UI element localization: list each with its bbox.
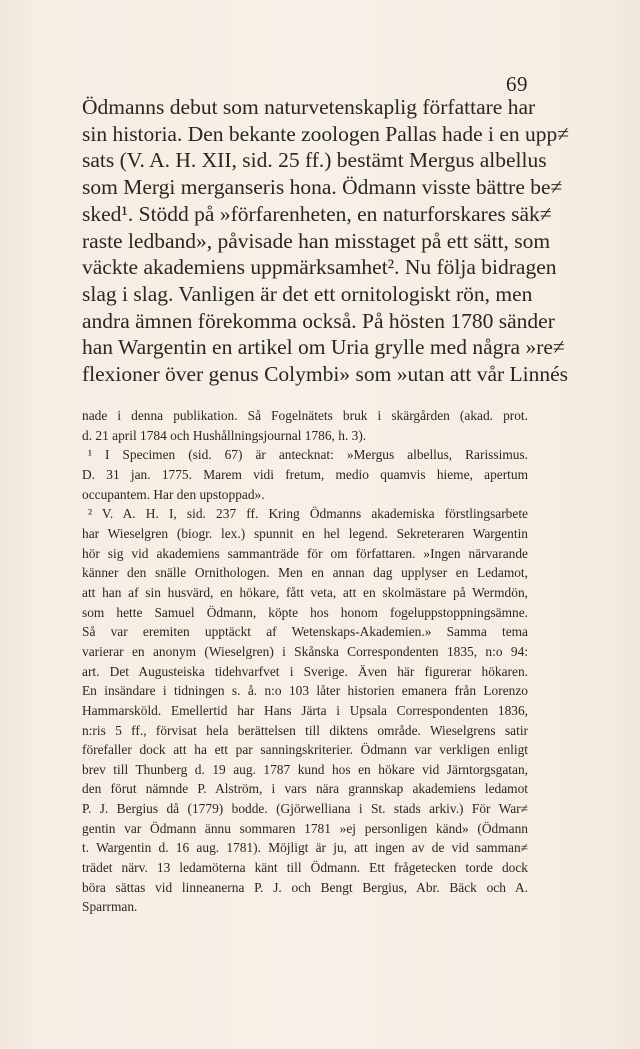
footnote-line: hör sig vid akademiens sammanträde för om författaren. »Ingen närvarande [82, 545, 528, 561]
footnote-line: ¹ I Specimen (sid. 67) är antecknat: »Mergus albellus, Rarissimus. [88, 447, 528, 463]
footnote-line: förefaller dock att ha ett par sanningskriterier. Ödmann var verkligen enligt [82, 742, 528, 758]
main-text-line: sked¹. Stödd på »förfarenheten, en naturforskares säk≠ [82, 201, 552, 226]
footnote-line: brev till Thunberg d. 19 aug. 1787 kund hos en hökare vid Järntorgsgatan, [82, 761, 528, 777]
footnote-line: t. Wargentin d. 16 aug. 1781). Möjligt är ju, att ingen av de vid samman≠ [82, 840, 528, 856]
footnote-line: som hette Samuel Ödmann, köpte hos honom fogeluppstoppningsämne. [82, 604, 528, 620]
footnote-line: Hammarsköld. Emellertid har Hans Järta i Upsala Correspondenten 1836, [82, 702, 528, 718]
main-text-line: andra ämnen förekomma också. På hösten 1780 sänder [82, 308, 555, 333]
main-text-line: han Wargentin en artikel om Uria grylle med några »re≠ [82, 335, 565, 360]
footnote-line: d. 21 april 1784 och Hushållningsjournal 1786, h. 3). [82, 427, 367, 443]
footnote-line: varierar en anonym (Wieselgren) i Skånska Correspondenten 1835, n:o 94: [82, 643, 528, 659]
footnote-line: En insändare i tidningen s. å. n:o 103 låter historien emanera från Lorenzo [82, 683, 528, 699]
footnote-line: trädet närv. 13 ledamöterna känt till Ödmann. Ett frågetecken torde dock [82, 860, 528, 876]
footnote-line: har Wieselgren (biogr. lex.) spunnit en hel legend. Sekreteraren Wargentin [82, 525, 528, 541]
footnote-line: Sparrman. [82, 899, 138, 915]
main-text-line: sats (V. A. H. XII, sid. 25 ff.) bestämt Mergus albellus [82, 148, 547, 173]
footnote-line: att han af sin husvärd, en hökare, fått veta, att en skolmästare på Wermdön, [82, 584, 528, 600]
footnote-line: occupantem. Har den upstoppad». [82, 486, 265, 502]
footnote-line: gentin var Ödmann ännu sommaren 1781 »ej personligen känd» (Ödmann [82, 820, 528, 836]
page-number: 69 [506, 72, 528, 96]
main-text-line: som Mergi merganseris hona. Ödmann visste bättre be≠ [82, 175, 563, 200]
footnote-line: n:ris 5 ff., förvisat hela berättelsen till diktens område. Wieselgrens satir [82, 722, 528, 738]
footnote-line: den förut nämnde P. Alström, i vars nära grannskap akademiens ledamot [82, 781, 528, 797]
footnote-line: böra sättas vid linneanerna P. J. och Bengt Bergius, Abr. Bäck och A. [82, 879, 528, 895]
footnote-line: Så var eremiten upptäckt af Wetenskaps-Akademien.» Samma tema [82, 624, 528, 640]
main-text-line: slag i slag. Vanligen är det ett ornitologiskt rön, men [82, 281, 533, 306]
footnote-line: P. J. Bergius då (1779) bodde. (Gjörwelliana i St. stads arkiv.) För War≠ [82, 801, 528, 817]
main-text-line: flexioner över genus Colymbi» som »utan att vår Linnés [82, 362, 569, 387]
footnote-line: ² V. A. H. I, sid. 237 ff. Kring Ödmanns akademiska förstlingsarbete [88, 506, 528, 522]
main-text-block [82, 94, 570, 388]
main-text-line: väckte akademiens uppmärksamhet². Nu följa bidragen [82, 255, 557, 280]
footnote-line: känner den snälle Ornithologen. Men en annan dag upplyser en Ledamot, [82, 565, 528, 581]
main-text-line: sin historia. Den bekante zoologen Pallas hade i en upp≠ [82, 121, 570, 146]
footnotes-block [82, 406, 528, 917]
main-text-line: raste ledband», påvisade han misstaget på ett sätt, som [82, 228, 551, 253]
footnote-line: art. Det Augusteiska tidehvarfvet i Sverige. Även här figurerar hökaren. [82, 663, 528, 679]
footnote-line: D. 31 jan. 1775. Marem vidi fretum, medio quamvis hieme, apertum [82, 466, 528, 482]
footnote-line: nade i denna publikation. Så Fogelnätets bruk i skärgården (akad. prot. [82, 408, 528, 423]
main-text-line: Ödmanns debut som naturvetenskaplig författare har [82, 95, 536, 119]
